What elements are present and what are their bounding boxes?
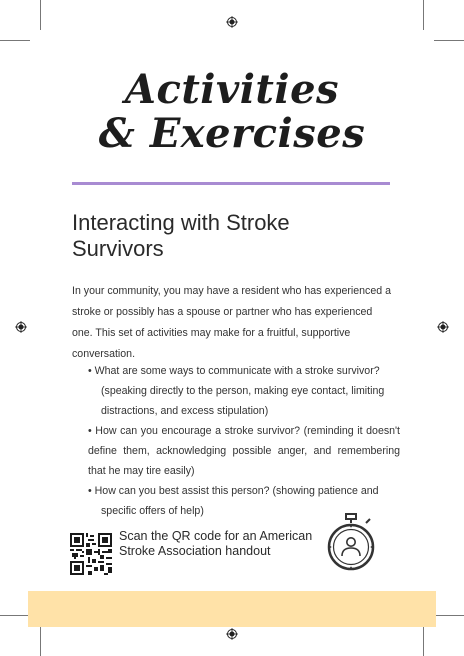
stopwatch-icon [326,512,376,572]
intro-paragraph: In your community, you may have a resident who has experienced a stroke or possibly has a spouse or partner who has experienced one. This set of activities may make for a fruitful, supportive conversation. [72,285,391,360]
title-line-2: & Exercises [98,110,366,157]
registration-mark-icon [15,321,27,333]
list-item: • How can you best assist this person? (showing patience and specific offers of help) [88,485,379,517]
qr-code-icon[interactable] [70,533,112,575]
title-divider [72,182,390,185]
registration-mark-icon [437,321,449,333]
footer-band [28,591,436,627]
registration-mark-icon [226,628,238,640]
title-line-1: Activities [124,66,340,113]
qr-caption: Scan the QR code for an American Stroke Association handout [119,529,313,558]
registration-mark-icon [226,16,238,28]
list-item: • What are some ways to communicate with a stroke survivor? (speaking directly to the person, making eye contact, limiting distractions, and excess stipulation) [88,365,385,417]
page-title [0,68,464,156]
section-heading: Interacting with Stroke Survivors [72,210,290,261]
list-item: • How can you encourage a stroke survivor? (reminding it doesn't define them, acknowledging possible anger, and remembering that he may tire easily) [88,425,400,477]
activity-list [88,361,400,521]
